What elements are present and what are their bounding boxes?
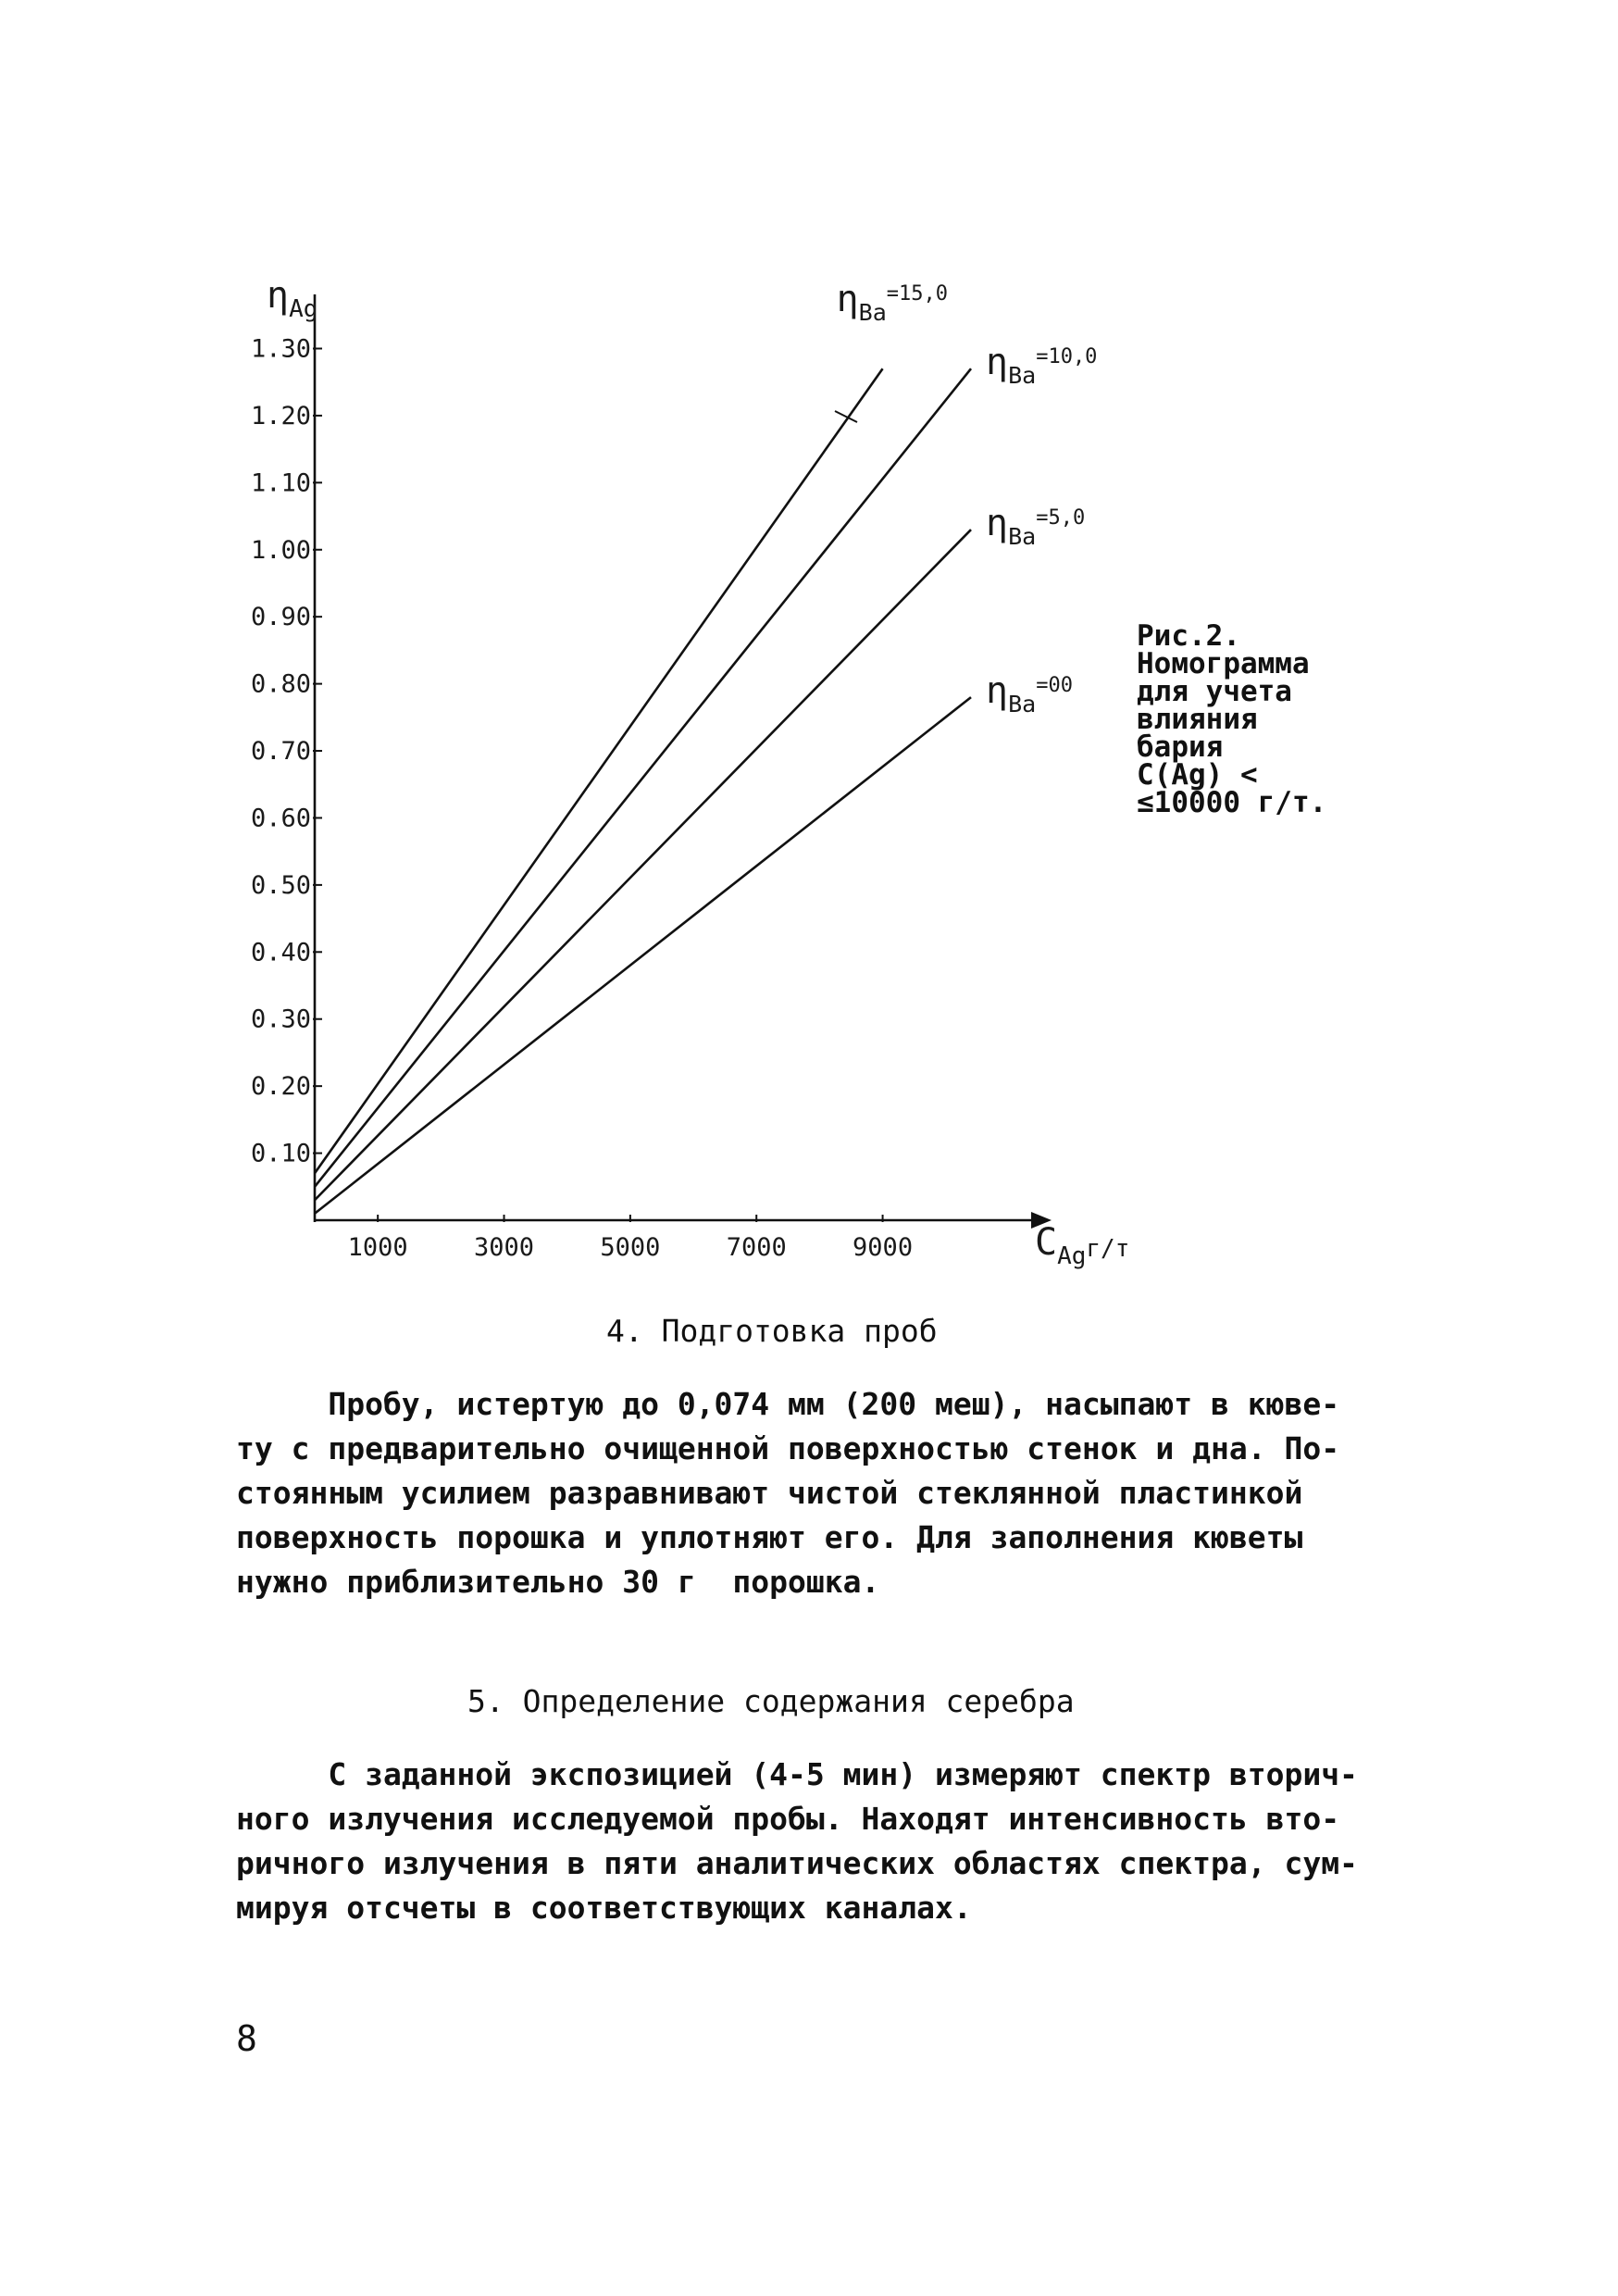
series-label-text [986, 502, 1085, 550]
y-tick-label: 0.20 [250, 1072, 311, 1102]
x-axis-ticks [348, 1215, 913, 1262]
series-label [986, 341, 1097, 389]
section-5-heading: 5. Определение содержания серебра [467, 1683, 1075, 1719]
chart-series [315, 278, 1097, 1214]
series-label-symbol: η [986, 502, 1009, 545]
series-label-value: =00 [1036, 674, 1073, 698]
series-label-subscript: Ba [858, 299, 887, 327]
caption-line: ≤10000 г/т. [1137, 786, 1327, 819]
y-tick-label: 0.90 [250, 603, 311, 632]
section-5-paragraph [236, 1753, 1358, 1930]
paragraph-line: ту с предварительно очищенной поверхностью стенок и дна. По- [236, 1430, 1340, 1466]
y-tick-label: 0.40 [250, 938, 311, 967]
caption-line: Номограмма [1137, 647, 1310, 680]
y-tick-label: 1.10 [250, 468, 311, 498]
paragraph-line: ного излучения исследуемой пробы. Находят интенсивность вто- [236, 1801, 1340, 1837]
y-tick-label: 0.10 [250, 1139, 311, 1168]
x-axis-label [1035, 1221, 1129, 1270]
y-tick-label: 0.60 [250, 804, 311, 833]
series-label [986, 669, 1073, 718]
series-label-text [986, 341, 1097, 389]
paragraph-line: С заданной экспозицией (4-5 мин) измеряют спектр вторич- [236, 1756, 1358, 1792]
y-tick-label: 1.30 [250, 334, 311, 364]
y-tick-label: 0.30 [250, 1004, 311, 1034]
y-tick-label: 0.50 [250, 870, 311, 900]
caption-line: для учета [1137, 675, 1292, 708]
paragraph-line: мируя отсчеты в соответствующих каналах. [236, 1890, 972, 1926]
x-tick-label: 5000 [600, 1233, 661, 1262]
series-label-symbol: η [986, 669, 1009, 713]
series-label [837, 278, 948, 326]
y-tick-label: 1.00 [250, 535, 311, 565]
x-tick-label: 3000 [474, 1233, 535, 1262]
y-axis-label [267, 274, 317, 323]
series-line [315, 368, 971, 1187]
paragraph-line: нужно приблизительно 30 г порошка. [236, 1564, 880, 1600]
chart-axis-labels [267, 274, 1129, 1270]
series-line [315, 697, 971, 1214]
caption-line: бария [1137, 730, 1224, 764]
series-label-subscript: Ba [1008, 691, 1037, 718]
series-label-symbol: η [986, 341, 1009, 384]
series-label [986, 502, 1085, 550]
caption-line: Рис.2. [1137, 619, 1240, 653]
caption-line: C(Ag) < [1137, 758, 1258, 792]
series-line [315, 368, 883, 1173]
series-label-value: =15,0 [886, 282, 949, 306]
paragraph-line: Пробу, истертую до 0,074 мм (200 меш), насыпают в кюве- [236, 1386, 1340, 1422]
y-tick-label: 1.20 [250, 401, 311, 430]
x-tick-label: 7000 [726, 1233, 787, 1262]
x-tick-label: 1000 [347, 1233, 408, 1262]
series-label-text [837, 278, 948, 326]
page-number: 8 [236, 2018, 257, 2059]
x-tick-label: 9000 [853, 1233, 914, 1262]
figure-caption [1137, 619, 1368, 819]
x-label-unit: г/т [1086, 1235, 1130, 1263]
paragraph-line: ричного излучения в пяти аналитических областях спектра, сум- [236, 1845, 1358, 1881]
y-label-subscript: Ag [289, 295, 318, 323]
y-tick-label: 0.80 [250, 669, 311, 699]
x-label-symbol: C [1035, 1221, 1058, 1264]
y-label-symbol: η [267, 274, 290, 317]
series-label-subscript: Ba [1008, 362, 1037, 390]
section-4-paragraph [236, 1382, 1339, 1604]
series-line [315, 530, 971, 1200]
series-label-value: =10,0 [1036, 345, 1098, 369]
series-label-subscript: Ba [1008, 523, 1037, 551]
y-axis-ticks [251, 334, 322, 1167]
x-label-subscript: Ag [1057, 1242, 1087, 1270]
y-tick-label: 0.70 [250, 737, 311, 767]
series-label-symbol: η [836, 278, 859, 321]
series-label-text [986, 669, 1073, 718]
series-label-value: =5,0 [1036, 506, 1086, 530]
paragraph-line: стоянным усилием разравнивают чистой стеклянной пластинкой [236, 1475, 1303, 1511]
caption-line: влияния [1137, 703, 1258, 736]
section-4-heading: 4. Подготовка проб [606, 1313, 938, 1349]
paragraph-line: поверхность порошка и уплотняют его. Для заполнения кюветы [236, 1519, 1303, 1555]
